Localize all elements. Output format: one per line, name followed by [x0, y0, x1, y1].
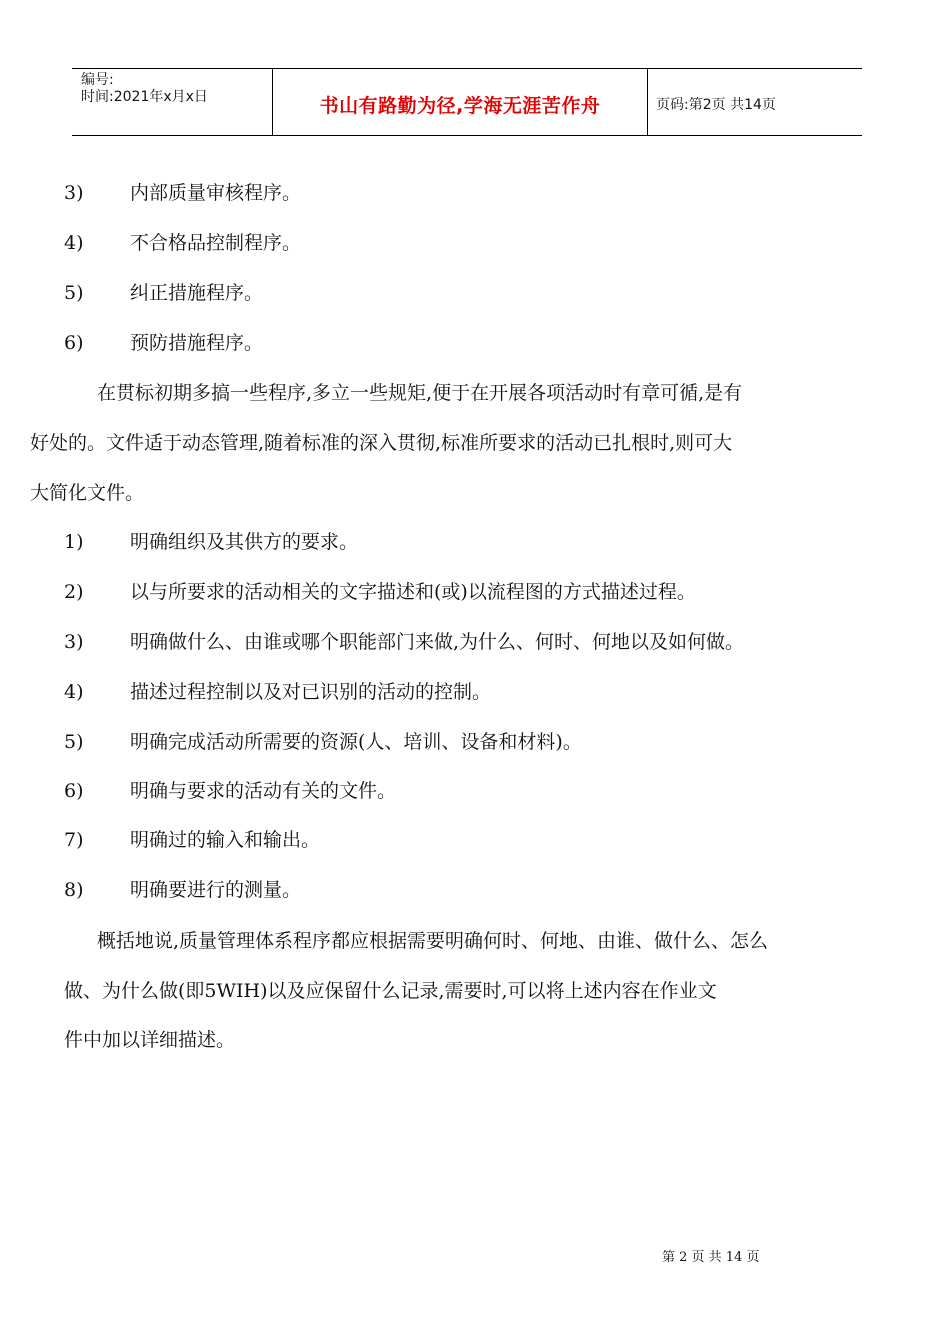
list-item [64, 530, 358, 554]
list-item-number: 1) [64, 531, 84, 553]
list-item-text: 内部质量审核程序。 [130, 182, 302, 204]
header-motto: 书山有路勤为径,学海无涯苦作舟 [319, 95, 601, 117]
list-item-text: 不合格品控制程序。 [130, 232, 302, 254]
list-item [64, 878, 301, 902]
list-item-text: 明确做什么、由谁或哪个职能部门来做,为什么、何时、何地以及如何做。 [130, 631, 745, 653]
list-item-text: 明确与要求的活动有关的文件。 [130, 780, 397, 802]
list-item [64, 231, 301, 255]
list-item-text: 明确组织及其供方的要求。 [130, 531, 359, 553]
list-item-number: 3) [64, 631, 84, 653]
list-item-number: 4) [64, 232, 84, 254]
list-item-number: 5) [64, 731, 84, 753]
list-item [64, 730, 582, 754]
list-item [64, 181, 301, 205]
document-time-label: 时间:2021年x月x日 [81, 89, 208, 105]
list-item [64, 580, 696, 604]
list-item-text: 明确过的输入和输出。 [130, 829, 321, 851]
page-footer: 第 2 页 共 14 页 [662, 1250, 760, 1265]
list-item-number: 3) [64, 182, 84, 204]
list-item-text: 明确完成活动所需要的资源(人、培训、设备和材料)。 [130, 731, 582, 753]
paragraph-line: 好处的。文件适于动态管理,随着标准的深入贯彻,标准所要求的活动已扎根时,则可大 [30, 432, 733, 454]
paragraph-line: 在贯标初期多搞一些程序,多立一些规矩,便于在开展各项活动时有章可循,是有 [97, 382, 743, 404]
list-item-number: 2) [64, 581, 84, 603]
list-item-text: 明确要进行的测量。 [130, 879, 302, 901]
list-item-text: 描述过程控制以及对已识别的活动的控制。 [130, 681, 492, 703]
list-item-number: 7) [64, 829, 84, 851]
paragraph-line: 做、为什么做(即5WIH)以及应保留什么记录,需要时,可以将上述内容在作业文 [64, 980, 717, 1002]
list-item-number: 6) [64, 332, 84, 354]
list-item [64, 281, 263, 305]
list-item-number: 6) [64, 780, 84, 802]
paragraph-line: 件中加以详细描述。 [64, 1029, 236, 1051]
list-item [64, 779, 396, 803]
list-item [64, 630, 744, 654]
list-item-number: 5) [64, 282, 84, 304]
list-item-text: 以与所要求的活动相关的文字描述和(或)以流程图的方式描述过程。 [130, 581, 696, 603]
header-page-code: 页码:第2页 共14页 [656, 97, 776, 113]
list-item [64, 331, 263, 355]
list-item-text: 纠正措施程序。 [130, 282, 264, 304]
list-item-number: 4) [64, 681, 84, 703]
list-item-number: 8) [64, 879, 84, 901]
list-item-text: 预防措施程序。 [130, 332, 264, 354]
list-item [64, 828, 320, 852]
list-item [64, 680, 491, 704]
paragraph-line: 概括地说,质量管理体系程序都应根据需要明确何时、何地、由谁、做什么、怎么 [97, 930, 769, 952]
document-number-label: 编号: [81, 72, 114, 88]
paragraph-line: 大简化文件。 [30, 482, 145, 504]
